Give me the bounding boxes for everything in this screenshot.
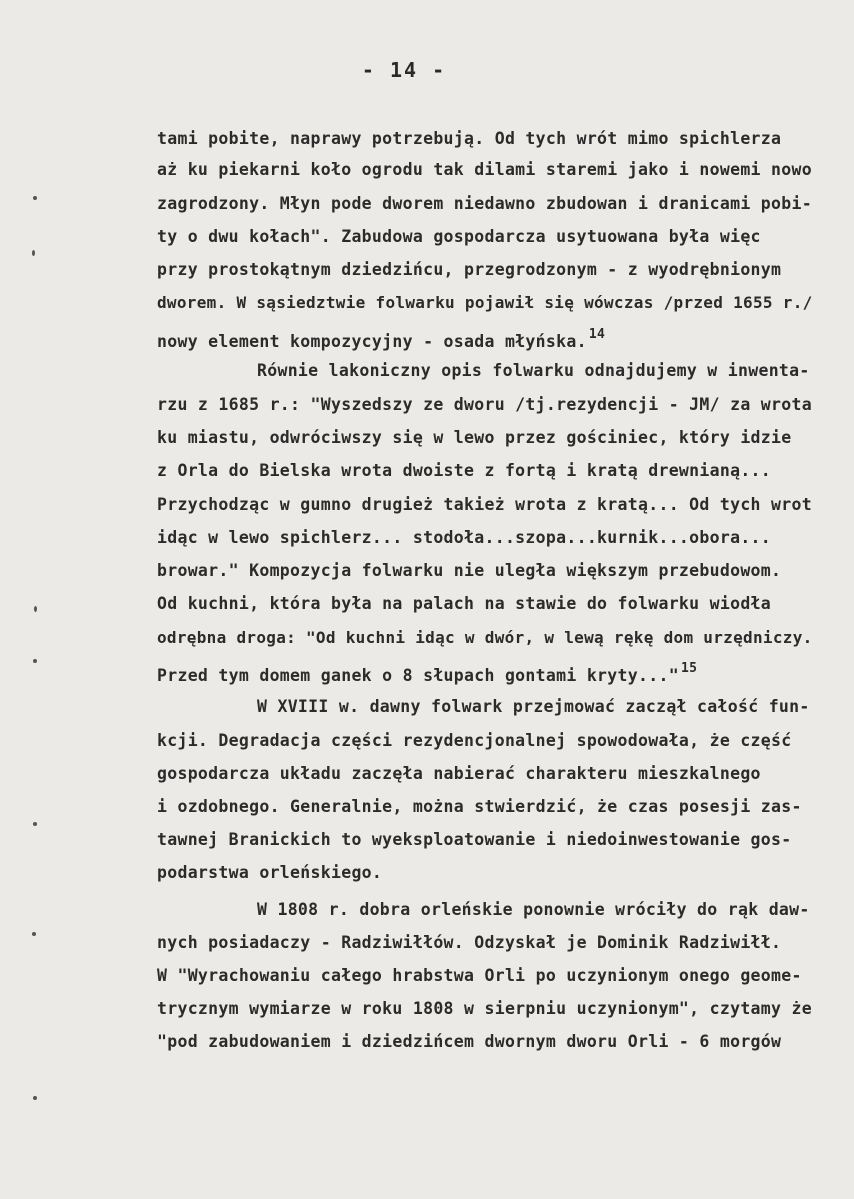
text-line bbox=[157, 628, 813, 647]
text-line bbox=[157, 461, 771, 480]
line-text: aż ku piekarni koło ogrodu tak dilami staremi jako i nowemi nowo bbox=[157, 160, 812, 179]
margin-mark bbox=[32, 250, 35, 256]
margin-mark bbox=[34, 606, 37, 612]
line-text: "pod zabudowaniem i dziedzińcem dwornym dworu Orli - 6 morgów bbox=[157, 1032, 782, 1051]
line-text: rzu z 1685 r.: "Wyszedszy ze dworu /tj.rezydencji - JM/ za wrota bbox=[157, 395, 812, 414]
line-text: Przychodząc w gumno drugież takież wrota z kratą... Od tych wrot bbox=[157, 495, 812, 514]
line-text: nych posiadaczy - Radziwiłłów. Odzyskał je Dominik Radziwiłł. bbox=[157, 933, 782, 952]
line-text: podarstwa orleńskiego. bbox=[157, 863, 383, 882]
text-line bbox=[157, 395, 812, 414]
text-line bbox=[157, 428, 792, 447]
text-line bbox=[157, 1032, 781, 1051]
text-line bbox=[157, 227, 761, 246]
line-text: idąc w lewo spichlerz... stodoła...szopa...kurnik...obora... bbox=[157, 528, 772, 547]
line-text: kcji. Degradacja części rezydencjonalnej spowodowała, że część bbox=[157, 731, 792, 750]
page-number: - 14 - bbox=[361, 58, 447, 82]
margin-mark bbox=[33, 659, 37, 663]
text-line bbox=[157, 594, 771, 613]
margin-mark bbox=[33, 822, 37, 826]
margin-mark bbox=[32, 932, 36, 936]
line-text: gospodarcza układu zaczęła nabierać charakteru mieszkalnego bbox=[157, 764, 761, 783]
line-text: tami pobite, naprawy potrzebują. Od tych wrót mimo spichlerza bbox=[157, 129, 782, 148]
text-line bbox=[157, 129, 781, 148]
footnote-marker: 14 bbox=[588, 327, 606, 342]
line-text: z Orla do Bielska wrota dwoiste z fortą i kratą drewnianą... bbox=[157, 461, 772, 480]
text-line bbox=[157, 160, 812, 179]
text-line bbox=[157, 260, 781, 279]
text-line bbox=[157, 293, 813, 312]
text-line bbox=[157, 933, 781, 952]
text-line bbox=[157, 863, 382, 882]
line-text: trycznym wymiarze w roku 1808 w sierpniu uczynionym", czytamy że bbox=[157, 999, 812, 1018]
line-text: Równie lakoniczny opis folwarku odnajdujemy w inwenta- bbox=[257, 361, 810, 380]
line-text: dworem. W sąsiedztwie folwarku pojawił się wówczas /przed 1655 r./ bbox=[157, 293, 813, 312]
text-line bbox=[157, 731, 792, 750]
text-line bbox=[257, 361, 810, 380]
line-text: przy prostokątnym dziedzińcu, przegrodzonym - z wyodrębnionym bbox=[157, 260, 782, 279]
text-line bbox=[157, 561, 781, 580]
margin-mark bbox=[33, 1096, 37, 1100]
text-line bbox=[257, 697, 810, 716]
line-text: W XVIII w. dawny folwark przejmować zaczął całość fun- bbox=[257, 697, 810, 716]
text-line bbox=[157, 528, 771, 547]
text-line bbox=[157, 194, 812, 213]
text-line bbox=[157, 999, 812, 1018]
text-line bbox=[157, 661, 697, 685]
footnote-marker: 15 bbox=[680, 661, 698, 676]
line-text: W 1808 r. dobra orleńskie ponownie wróciły do rąk daw- bbox=[257, 900, 810, 919]
margin-mark bbox=[33, 196, 37, 200]
text-line bbox=[157, 966, 802, 985]
line-text: Od kuchni, która była na palach na stawie do folwarku wiodła bbox=[157, 594, 772, 613]
text-line bbox=[157, 830, 792, 849]
line-text: tawnej Branickich to wyeksploatowanie i niedoinwestowanie gos- bbox=[157, 830, 792, 849]
text-line bbox=[157, 764, 761, 783]
line-text: zagrodzony. Młyn pode dworem niedawno zbudowan i dranicami pobi- bbox=[157, 194, 812, 213]
line-text: W "Wyrachowaniu całego hrabstwa Orli po uczynionym onego geome- bbox=[157, 966, 802, 985]
line-text: browar." Kompozycja folwarku nie uległa większym przebudowom. bbox=[157, 561, 782, 580]
text-line bbox=[157, 327, 605, 351]
text-line bbox=[157, 495, 812, 514]
line-text: ty o dwu kołach". Zabudowa gospodarcza usytuowana była więc bbox=[157, 227, 761, 246]
text-line bbox=[257, 900, 810, 919]
line-text: i ozdobnego. Generalnie, można stwierdzić, że czas posesji zas- bbox=[157, 797, 802, 816]
line-text: ku miastu, odwróciwszy się w lewo przez gościniec, który idzie bbox=[157, 428, 792, 447]
line-text: Przed tym domem ganek o 8 słupach gontami kryty..." bbox=[157, 666, 679, 685]
line-text: odrębna droga: "Od kuchni idąc w dwór, w lewą rękę dom urzędniczy. bbox=[157, 628, 813, 647]
text-line bbox=[157, 797, 802, 816]
line-text: nowy element kompozycyjny - osada młyńska. bbox=[157, 332, 587, 351]
